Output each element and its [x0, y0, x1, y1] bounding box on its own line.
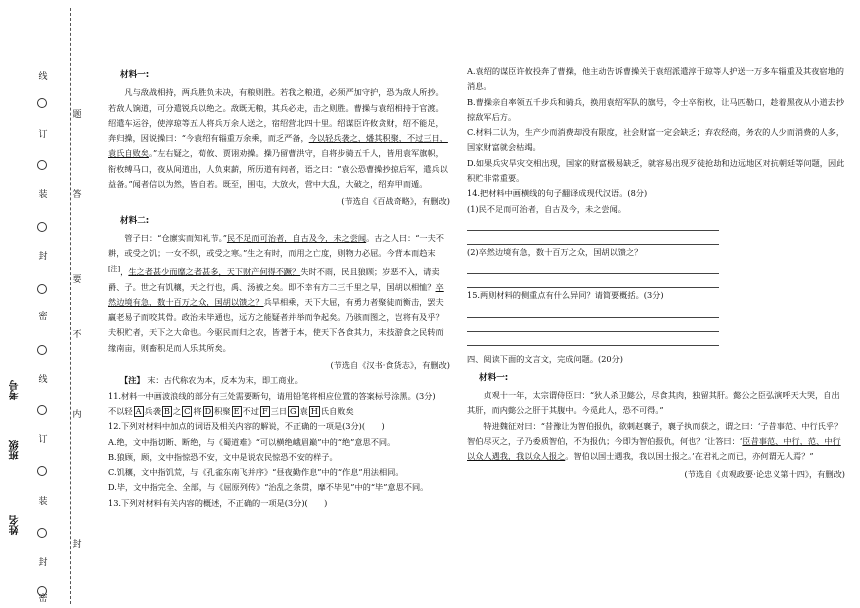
underlined-sentence: 臣昔事范、中行，范、中行以众人遇我，我以众人报之 — [467, 436, 841, 462]
name-label: 姓名 — [10, 515, 21, 535]
margin-char: 订 — [38, 435, 48, 445]
binding-hole — [37, 345, 47, 355]
binding-hole — [37, 405, 47, 415]
underlined-sentence: 生之者甚少而靡之者甚多，天下财产何得不蹶？ — [128, 266, 301, 277]
margin-char: 封 — [38, 558, 48, 568]
answer-line[interactable] — [467, 217, 719, 231]
margin-char: 答 — [72, 190, 82, 200]
note: 【注】 末：古代称农为本，反本为末，即工商业。 — [120, 375, 303, 386]
question-13-option-a: A.袁绍的谋臣许攸投奔了曹操，他主动告诉曹操关于袁绍派遣淳于琼等人护送一万多车辎重及其夜宿地的消息。 — [467, 66, 844, 92]
margin-char: 内 — [72, 410, 82, 420]
answer-line[interactable] — [467, 260, 719, 274]
binding-margin — [0, 0, 92, 608]
question-15: 15.两则材料的侧重点有什么异同？请简要概括。(3分) — [467, 290, 664, 301]
margin-char: 封 — [38, 252, 48, 262]
question-14-2: (2)卒然边境有急，数十百万之众，国胡以馈之？ — [467, 246, 643, 257]
answer-box-h[interactable]: H — [310, 405, 318, 416]
question-12-option-b: B.狼顾，顾，文中指惊恐不安，文中是说农民惊恐不安的样子。 — [108, 451, 338, 462]
answer-box-d[interactable]: D — [204, 405, 212, 416]
question-12-option-d: D.毕，文中指完全、全部，与《屈原列传》“治乱之条贯，靡不毕见”中的“毕”意思不同。 — [108, 482, 429, 493]
margin-char: 封 — [72, 540, 82, 550]
section-4-material-1-source: (节选自《贞观政要·论忠义第十四》，有删改) — [684, 468, 845, 479]
cut-line — [70, 8, 71, 604]
material-2-source: (节选自《汉书·食货志》，有删改) — [330, 360, 450, 371]
material-1-source: (节选自《百战奇略》，有删改) — [341, 196, 450, 207]
material-2-title: 材料二: — [120, 215, 150, 226]
margin-char: 装 — [38, 497, 48, 507]
question-13: 13.下列对材料有关内容的概述，不正确的一项是(3分)( ) — [108, 497, 328, 508]
question-13-option-b: B.曹操亲自率领五千步兵和骑兵，换用袁绍军队的旗号，令士卒衔枚，让马匹勒口，趁着黑夜从小道去抄掠敌军后方。 — [467, 96, 845, 122]
answer-box-f[interactable]: F — [261, 405, 268, 416]
underlined-sentence: 今以轻兵袭之，燔其积聚，不过三日，袁氏自败矣 — [108, 133, 448, 159]
margin-char: 装 — [38, 190, 48, 200]
right-column — [467, 64, 845, 482]
question-14: 14.把材料中画横线的句子翻译成现代汉语。(8分) — [467, 188, 648, 199]
answer-box-e[interactable]: E — [233, 405, 240, 416]
answer-line[interactable] — [467, 304, 719, 318]
material-2-text: 管子曰：“仓廪实而知礼节。”民不足而可治者，自古及今，未之尝闻。古之人曰：“一夫不耕，或受之饥；一女不织，或受之寒。”生之有时，而用之亡度，则物力必屈。今背本而趋末[注]，生之者甚少而靡之者甚多，天下财产何得不蹶？失时不雨，民且狼顾；岁恶不入，请卖爵、子。世之有饥穰，天之行也，禹、汤被之矣。即不幸有方二三千里之旱，国胡以相恤？卒然边境有急，数十百万之众，国胡以馈之？兵旱相乘，天下大屈，有勇力者聚徒而衡击，罢夫羸老易子而咬其骨。政治未毕通也，远方之能疑者并举而争起矣。乃骇而图之，岂将有及乎？夫积贮者，天下之大命也。今驱民而归之农，皆著于本，使天下各食其力，末技游食之民转而缘南亩，则畜积足而人乐其所矣。 — [108, 232, 444, 353]
section-4-material-1-text-2: 特进魏征对曰：“昔豫让为智伯报仇，欲刺赵襄子，襄子执而获之，谓之曰：‘子昔事范、中行氏乎？智伯尽灭之，子乃委质智伯，不为报仇；今即为智伯报仇，何也？’让答曰：‘臣昔事范、中行，范、中行以众人遇我，我以众人报之。智伯以国士遇我，我以国士报之。’在君礼之而已，亦何谓无人焉？” — [467, 420, 843, 462]
section-4-heading: 四、阅读下面的文言文，完成问题。(20分) — [467, 353, 623, 364]
binding-hole — [37, 222, 47, 232]
margin-char: 线 — [38, 375, 48, 385]
answer-box-g[interactable]: G — [290, 405, 297, 416]
question-11-options: 不以轻 A 兵袭 B 之 C 将 D 积聚 E 不过 F 三日 G 袁 H 氏自败矣 — [108, 405, 354, 416]
underlined-sentence: 民不足而可治者，自古及今，未之尝闻 — [226, 232, 367, 243]
answer-line[interactable] — [467, 274, 719, 288]
underlined-sentence: 卒然边境有急，数十百万之众，国胡以馈之？ — [108, 281, 444, 307]
binding-hole — [37, 160, 47, 170]
material-1-title: 材料一: — [120, 70, 150, 80]
margin-char: 线 — [38, 72, 48, 82]
answer-box-c[interactable]: C — [184, 405, 191, 416]
answer-line[interactable] — [467, 332, 719, 346]
question-12-option-a: A.绝，文中指切断、断绝，与《蜀道难》“可以横绝峨眉巅”中的“绝”意思不同。 — [108, 436, 396, 447]
answer-box-b[interactable]: B — [163, 405, 170, 416]
question-13-option-d: D.如果兵灾旱灾交相出现，国家的财富极易缺乏，就容易出现歹徒抢劫和边远地区对抗朝廷等问题，因此积贮非常重要。 — [467, 157, 845, 184]
answer-box-a[interactable]: A — [135, 405, 142, 416]
margin-char: 密 — [38, 594, 48, 604]
binding-hole — [37, 466, 47, 476]
binding-hole — [37, 98, 47, 108]
answer-line[interactable] — [467, 318, 719, 332]
margin-char: 密 — [38, 312, 48, 322]
question-13-option-c: C.材料二认为，生产少而消费却没有限度，社会财富一定会缺乏；弃农经商，务农的人少而消费的人多，国家财富就会枯竭。 — [467, 127, 845, 153]
material-1-text: 凡与敌战相持，两兵胜负未决，有粮则胜。若我之粮道，必须严加守护，恐为敌人所抄。若敌人饷道，可分遣锐兵以绝之。敌既无粮，其兵必走，击之则胜。曹操与袁绍相持于官渡。绍遣车运谷，使淳琼等五人将兵万余人送之，宿绍营北四十里。绍谋臣许攸贪财，绍不能足，奔归操，因说操曰：“今袁绍有辎重万余乘，而乏严备，今以轻兵袭之，燔其积聚，不过三日，袁氏自败矣。”左右疑之，荀攸、贾诩劝操。操乃留曹洪守，自将步骑五千人，皆用袁军旗帜，衔枚缚马口，夜从间道出，人负束薪，所历道有问者，语之曰：“袁公恐曹操抄掠后军，遣兵以益备。”闻者信以为然，皆自若。既至，围屯，大放火，营中大乱，大破之，绍弃甲而遁。 — [108, 87, 448, 190]
answer-line[interactable] — [467, 231, 719, 245]
left-column — [108, 64, 450, 511]
margin-char: 不 — [72, 330, 82, 340]
margin-char: 要 — [72, 275, 82, 285]
margin-char: 订 — [38, 130, 48, 140]
exam-no-label: 考号 — [10, 380, 21, 400]
class-label: 班级 — [10, 440, 21, 460]
binding-hole — [37, 284, 47, 294]
binding-hole — [37, 528, 47, 538]
section-4-material-1-text: 贞观十一年，太宗谓侍臣曰：“狄人杀卫懿公，尽食其肉，独留其肝。懿公之臣弘演呼天大哭，自出其肝，而内懿公之肝于其腹中。今觅此人，恐不可得。” — [467, 390, 840, 416]
question-14-1: (1)民不足而可治者，自古及今，未之尝闻。 — [467, 203, 626, 214]
question-12-option-c: C.饥穰，文中指饥荒，与《孔雀东南飞并序》“昼夜勤作息”中的“作息”用法相同。 — [108, 467, 404, 478]
margin-char: 题 — [72, 110, 82, 120]
section-4-material-1-title: 材料一: — [479, 372, 509, 383]
question-11: 11.材料一中画波浪线的部分有三处需要断句，请用铅笔将相应位置的答案标号涂黑。(3分) — [108, 390, 436, 401]
question-12: 12.下列对材料中加点的词语及相关内容的解说，不正确的一项是(3分)( ) — [108, 421, 385, 432]
